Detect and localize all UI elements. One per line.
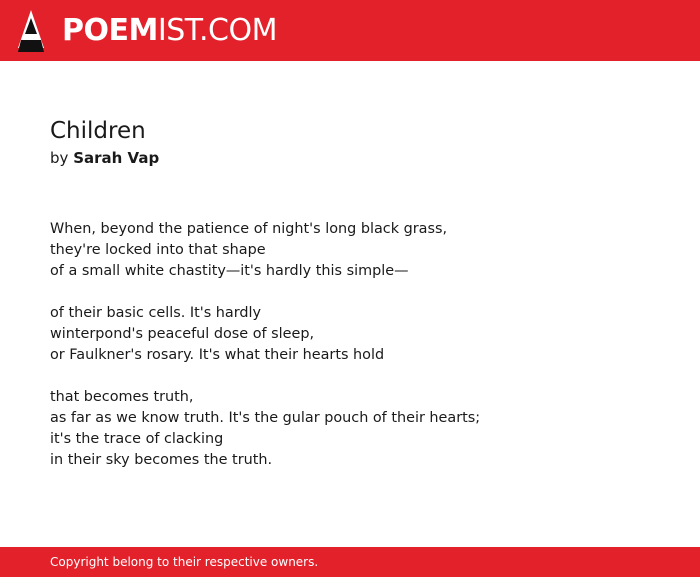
poem-title: Children — [50, 118, 146, 144]
poem-line: that becomes truth, — [50, 389, 194, 405]
copyright-text: Copyright belong to their respective owners. — [50, 555, 319, 569]
poem-line: winterpond's peaceful dose of sleep, — [50, 326, 315, 342]
site-header — [0, 0, 700, 61]
poem-line: they're locked into that shape — [50, 242, 266, 258]
poem-line: in their sky becomes the truth. — [50, 452, 273, 468]
site-footer — [0, 547, 700, 577]
stanza — [50, 219, 650, 282]
stanza — [50, 387, 650, 471]
poem-line: of their basic cells. It's hardly — [50, 305, 262, 321]
by-label: by — [50, 149, 69, 167]
brand-light: IST.COM — [157, 13, 277, 48]
poem-line: When, beyond the patience of night's long black grass, — [50, 221, 448, 237]
poem-content — [50, 116, 650, 492]
author-link[interactable]: Sarah Vap — [73, 149, 160, 167]
poem-line: of a small white chastity—it's hardly this simple— — [50, 263, 409, 279]
byline — [50, 147, 650, 169]
pencil-icon — [18, 10, 44, 52]
poem-line: it's the trace of clacking — [50, 431, 224, 447]
site-logo-text — [62, 10, 277, 52]
stanza — [50, 303, 650, 366]
poem-line: as far as we know truth. It's the gular pouch of their hearts; — [50, 410, 481, 426]
poem-body — [50, 219, 650, 471]
site-logo-link[interactable] — [18, 10, 277, 52]
brand-bold: POEM — [62, 13, 158, 48]
poem-line: or Faulkner's rosary. It's what their hearts hold — [50, 347, 385, 363]
